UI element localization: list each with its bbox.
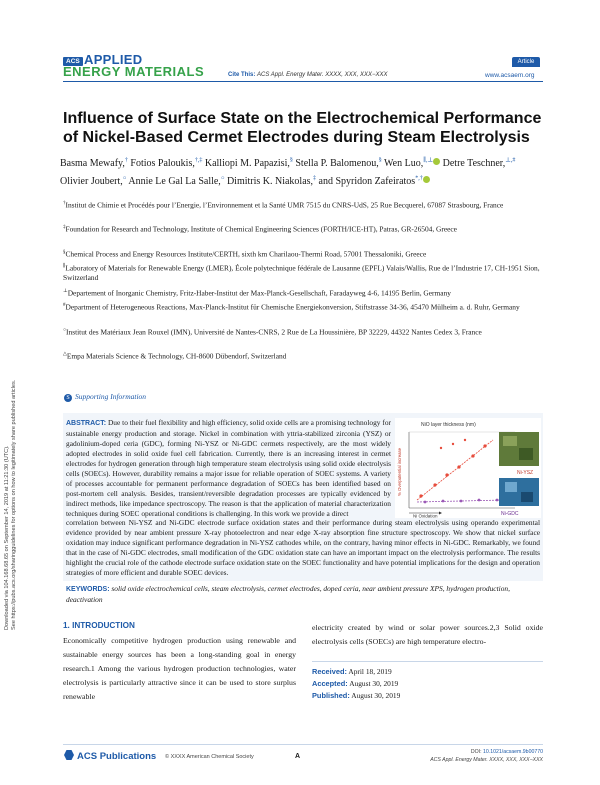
affiliation: ⊥Departement of Inorganic Chemistry, Fritz-Haber-Institut der Max-Planck-Gesellschaft, Faradayweg 4-6, 14195 Berlin, Germany xyxy=(63,288,451,298)
abstract-label: ABSTRACT: xyxy=(66,420,107,427)
acs-hexagon-icon xyxy=(64,750,74,760)
affiliation: ‡Foundation for Research and Technology, Institute of Chemical Engineering Sciences (FORTH/ICE-HT), Patras, GR-26504, Greece xyxy=(63,224,457,234)
affiliation: #Department of Heterogeneous Reactions, Max-Planck-Institut für Chemische Energiekonversion, Stiftstrasse 34-36, 45470 Mülheim a. d. Ruhr, Germany xyxy=(63,302,520,312)
orcid-icon[interactable] xyxy=(433,158,440,165)
author[interactable]: Olivier Joubert,○ xyxy=(60,175,127,187)
affiliation: △Empa Materials Science & Technology, CH-8600 Dübendorf, Switzerland xyxy=(63,351,287,361)
author[interactable]: Fotios Paloukis,†,‡ xyxy=(130,158,203,170)
affiliation: †Institut de Chimie et Procédés pour l’Energie, l’Environnement et la Santé UMR 7515 du CNRS-UdS, 25 Rue Becquerel, 67087 Strasbourg, France xyxy=(63,200,504,210)
author[interactable]: Dimitris K. Niakolas,‡ xyxy=(226,175,317,187)
abstract-text: ABSTRACT: Due to their fuel flexibility and high efficiency, solid oxide cells are a promising technology for sustainable energy production and storage. Nickel in combination with yttria-stabilized zirconia (YSZ) or gadolinium-doped ceria (GDC), forming Ni-YSZ or Ni-GDC cermets respectively, are the most widely adopted electrodes in solid oxide fuel cell fabrication. Currently, there is an increasing interest in cermet electrodes for hydrogen generation through high temperature steam electrolysis using solid oxide electrolysis cells (SOECs). However, durability remains a major issue for reliable operation of SOEC systems. A variety of processes accountable for permanent performance degradation of SOECs has been identified based on post-mortem cell analysis. Besides, transient/reversible degradation processes are typically evidenced by indirect methods, like impedance spectroscopy. The reason is that the application of material characterization techniques during SOEC operational conditions is challenging. In this work we provide a direct xyxy=(66,418,391,518)
doi-link[interactable]: 10.1021/acsaem.9b00770 xyxy=(483,749,543,755)
author[interactable]: Kalliopi M. Papazisi,§ xyxy=(204,158,293,170)
doi-block: DOI: 10.1021/acsaem.9b00770 ACS Appl. Energy Mater. XXXX, XXX, XXX−XXX xyxy=(430,749,543,763)
author[interactable]: Detre Teschner,⊥,# xyxy=(442,158,516,170)
toc-ysz-label: Ni-YSZ xyxy=(517,470,534,476)
acs-publications-logo: ACS Publications xyxy=(64,750,156,762)
cite-text: ACS Appl. Energy Mater. XXXX, XXX, XXX−XXX xyxy=(257,72,388,78)
cite-label: Cite This: xyxy=(228,72,256,78)
affiliation: §Chemical Process and Energy Resources Institute/CERTH, sixth km Charilaou-Thermi Road, 57001 Thessaloniki, Greece xyxy=(63,249,427,259)
acs-tag: ACS xyxy=(63,57,83,66)
author[interactable]: Stella P. Balomenou,§ xyxy=(295,158,382,170)
author[interactable]: Annie Le Gal La Salle,○ xyxy=(128,175,225,187)
abstract-text-continued: correlation between Ni-YSZ and Ni-GDC electrode surface oxidation states and their performance during steam electrolysis using operando experimental evidence provided by near ambient pressure X-ray photoelectron and near edge X-ray absorption fine structure spectroscopy. We show that nickel surface oxidation may induce significant performance degradation in Ni-YSZ cathodes while, on the contrary, having minor effects in Ni-GDC. Remarkably, we found that in the case of Ni-GDC electrodes, small modification of the GDC oxidation state can have an important impact on the electrolysis performance. The results highlight the crucial role of the cathode electrode surface oxidation state on the SOEC functionality and have potential implications for the design and operation strategies of more efficient and durable SOEC devices. xyxy=(66,518,540,577)
author-list xyxy=(60,154,540,189)
toc-y-label: % Overpotential increase xyxy=(397,447,402,496)
toc-gdc-label: Ni-GDC xyxy=(501,511,519,517)
cite-this[interactable] xyxy=(228,72,387,78)
affiliation: ∥Laboratory of Materials for Renewable Energy (LMER), École polytechnique fédérale de Lausanne (EPFL) Valais/Wallis, Rue de l’Industrie 17, CH-1951 Sion, Switzerland xyxy=(63,263,540,283)
intro-column-2: electricity created by wind or solar power sources.2,3 Solid oxide electrolysis cells (SOECs) are high temperature electro- xyxy=(312,623,543,646)
affiliation: ○Institut des Matériaux Jean Rouxel (IMN), Université de Nantes-CNRS, 2 Rue de La Houssinière, BP 32229, 44322 Nantes Cedex 3, France xyxy=(63,327,482,337)
publication-dates: Received: April 18, 2019 Accepted: August 30, 2019 Published: August 30, 2019 xyxy=(312,667,401,700)
intro-column-1: Economically competitive hydrogen production using renewable and sustainable energy sources has been a long-standing goal in energy research.1 Among the various hydrogen production technologies, water electrolysis is particularly attractive since it can be used to store surplus renewable xyxy=(63,636,296,701)
orcid-icon[interactable] xyxy=(423,176,430,183)
section-heading-introduction: 1. INTRODUCTION xyxy=(63,621,135,630)
journal-website-link[interactable]: www.acsaem.org xyxy=(485,72,535,79)
supporting-information-link[interactable]: S Supporting Information xyxy=(64,392,146,402)
keywords-label: KEYWORDS: xyxy=(66,586,110,593)
journal-logo-line2: ENERGY MATERIALS xyxy=(63,64,205,79)
download-notice xyxy=(0,380,38,640)
article-type-badge: Article xyxy=(512,57,540,67)
download-notice-line2[interactable]: See https://pubs.acs.org/sharingguidelines for options on how to legitimately share published articles. xyxy=(11,379,17,630)
page-number: A xyxy=(295,753,301,760)
article-title: Influence of Surface State on the Electrochemical Performance of Nickel-Based Cermet Electrodes during Steam Electrolysis xyxy=(63,110,542,146)
toc-top-label: NiO layer thickness (nm) xyxy=(421,422,476,428)
footer-rule xyxy=(63,744,543,745)
copyright: © XXXX American Chemical Society xyxy=(165,754,254,760)
author[interactable]: Wen Luo,∥,⊥ xyxy=(384,158,440,169)
author[interactable]: and Spyridon Zafeiratos*,† xyxy=(319,176,430,187)
download-notice-line1: Downloaded via 104.168.68.65 on September 14, 2019 at 11:21:30 (UTC). xyxy=(4,445,10,630)
dates-rule xyxy=(312,661,543,662)
author[interactable]: Basma Mewafy,† xyxy=(60,158,128,170)
header-rule xyxy=(63,81,543,82)
info-icon: S xyxy=(64,394,72,402)
toc-graphic xyxy=(395,418,541,518)
footer-citation: ACS Appl. Energy Mater. XXXX, XXX, XXX−XXX xyxy=(430,757,543,763)
keywords: KEYWORDS: solid oxide electrochemical cells, steam electrolysis, cermet electrodes, doped ceria, near ambient pressure XPS, hydrogen production, deactivation xyxy=(66,584,510,604)
toc-x-label: Ni Oxidation xyxy=(413,513,438,518)
journal-logo-line1: APPLIED xyxy=(84,52,143,67)
